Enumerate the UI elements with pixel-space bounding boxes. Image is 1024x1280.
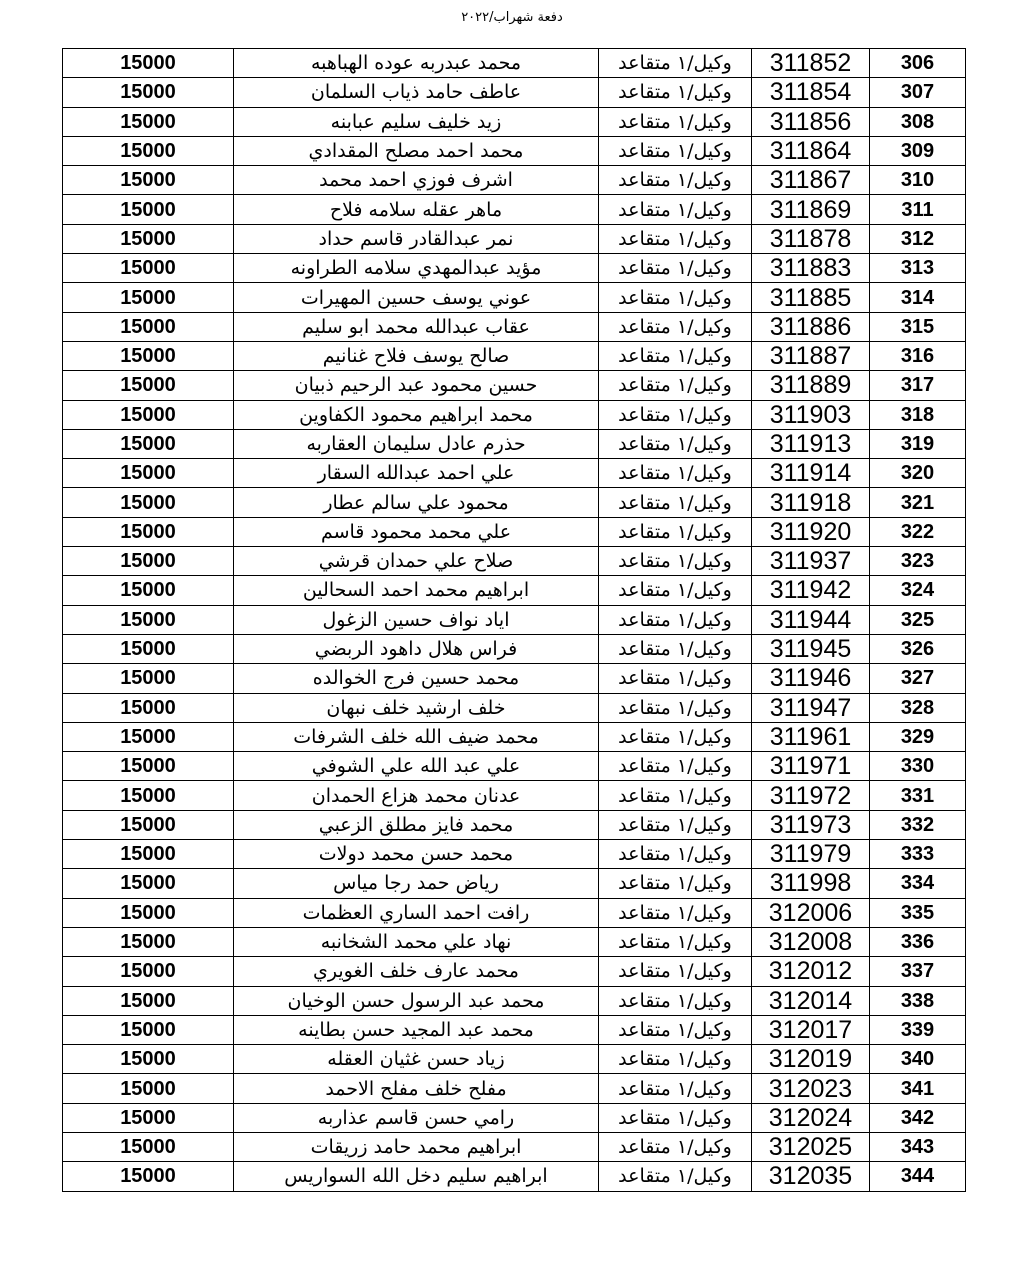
name-cell: محمد ضيف الله خلف الشرفات bbox=[234, 722, 599, 751]
amount-cell: 15000 bbox=[63, 517, 234, 546]
amount-cell: 15000 bbox=[63, 1045, 234, 1074]
amount-cell: 15000 bbox=[63, 752, 234, 781]
name-cell: محمود علي سالم عطار bbox=[234, 488, 599, 517]
name-cell: اياد نواف حسين الزغول bbox=[234, 605, 599, 634]
rank-cell: وكيل/١ متقاعد bbox=[599, 1015, 752, 1044]
table-row bbox=[63, 224, 966, 253]
table-row bbox=[63, 254, 966, 283]
military-id-cell: 311918 bbox=[752, 488, 870, 517]
military-id-cell: 312035 bbox=[752, 1162, 870, 1191]
sequence-number-cell: 335 bbox=[870, 898, 966, 927]
sequence-number-cell: 313 bbox=[870, 254, 966, 283]
military-id-cell: 311972 bbox=[752, 781, 870, 810]
name-cell: نهاد علي محمد الشخانبه bbox=[234, 927, 599, 956]
rank-cell: وكيل/١ متقاعد bbox=[599, 634, 752, 663]
amount-cell: 15000 bbox=[63, 1074, 234, 1103]
table-row bbox=[63, 1074, 966, 1103]
amount-cell: 15000 bbox=[63, 605, 234, 634]
rank-cell: وكيل/١ متقاعد bbox=[599, 840, 752, 869]
sequence-number-cell: 343 bbox=[870, 1132, 966, 1161]
table-row bbox=[63, 957, 966, 986]
military-id-cell: 311944 bbox=[752, 605, 870, 634]
military-id-cell: 312025 bbox=[752, 1132, 870, 1161]
name-cell: عوني يوسف حسين المهيرات bbox=[234, 283, 599, 312]
sequence-number-cell: 342 bbox=[870, 1103, 966, 1132]
table-row bbox=[63, 312, 966, 341]
table-row bbox=[63, 1103, 966, 1132]
rank-cell: وكيل/١ متقاعد bbox=[599, 136, 752, 165]
name-cell: مفلح خلف مفلح الاحمد bbox=[234, 1074, 599, 1103]
name-cell: مؤيد عبدالمهدي سلامه الطراونه bbox=[234, 254, 599, 283]
roster-table-body bbox=[63, 49, 966, 1192]
rank-cell: وكيل/١ متقاعد bbox=[599, 986, 752, 1015]
rank-cell: وكيل/١ متقاعد bbox=[599, 254, 752, 283]
military-id-cell: 311942 bbox=[752, 576, 870, 605]
table-row bbox=[63, 1045, 966, 1074]
table-row bbox=[63, 927, 966, 956]
sequence-number-cell: 319 bbox=[870, 429, 966, 458]
rank-cell: وكيل/١ متقاعد bbox=[599, 459, 752, 488]
sequence-number-cell: 336 bbox=[870, 927, 966, 956]
name-cell: محمد ابراهيم محمود الكفاوين bbox=[234, 400, 599, 429]
sequence-number-cell: 307 bbox=[870, 78, 966, 107]
rank-cell: وكيل/١ متقاعد bbox=[599, 49, 752, 78]
sequence-number-cell: 332 bbox=[870, 810, 966, 839]
rank-cell: وكيل/١ متقاعد bbox=[599, 547, 752, 576]
military-id-cell: 312019 bbox=[752, 1045, 870, 1074]
sequence-number-cell: 339 bbox=[870, 1015, 966, 1044]
table-row bbox=[63, 634, 966, 663]
table-row bbox=[63, 371, 966, 400]
rank-cell: وكيل/١ متقاعد bbox=[599, 722, 752, 751]
table-row bbox=[63, 283, 966, 312]
name-cell: زياد حسن غثيان العقله bbox=[234, 1045, 599, 1074]
amount-cell: 15000 bbox=[63, 283, 234, 312]
sequence-number-cell: 344 bbox=[870, 1162, 966, 1191]
table-row bbox=[63, 693, 966, 722]
table-row bbox=[63, 840, 966, 869]
amount-cell: 15000 bbox=[63, 459, 234, 488]
table-row bbox=[63, 136, 966, 165]
military-id-cell: 311945 bbox=[752, 634, 870, 663]
table-row bbox=[63, 49, 966, 78]
sequence-number-cell: 331 bbox=[870, 781, 966, 810]
military-id-cell: 312014 bbox=[752, 986, 870, 1015]
amount-cell: 15000 bbox=[63, 136, 234, 165]
rank-cell: وكيل/١ متقاعد bbox=[599, 781, 752, 810]
amount-cell: 15000 bbox=[63, 341, 234, 370]
rank-cell: وكيل/١ متقاعد bbox=[599, 1132, 752, 1161]
name-cell: زيد خليف سليم عبابنه bbox=[234, 107, 599, 136]
military-id-cell: 311920 bbox=[752, 517, 870, 546]
name-cell: محمد احمد مصلح المقدادي bbox=[234, 136, 599, 165]
name-cell: محمد عبد المجيد حسن بطاينه bbox=[234, 1015, 599, 1044]
sequence-number-cell: 312 bbox=[870, 224, 966, 253]
name-cell: محمد فايز مطلق الزعبي bbox=[234, 810, 599, 839]
name-cell: علي احمد عبدالله السقار bbox=[234, 459, 599, 488]
amount-cell: 15000 bbox=[63, 166, 234, 195]
rank-cell: وكيل/١ متقاعد bbox=[599, 195, 752, 224]
military-id-cell: 312006 bbox=[752, 898, 870, 927]
table-row bbox=[63, 722, 966, 751]
rank-cell: وكيل/١ متقاعد bbox=[599, 283, 752, 312]
rank-cell: وكيل/١ متقاعد bbox=[599, 107, 752, 136]
sequence-number-cell: 311 bbox=[870, 195, 966, 224]
amount-cell: 15000 bbox=[63, 898, 234, 927]
sequence-number-cell: 329 bbox=[870, 722, 966, 751]
military-id-cell: 311971 bbox=[752, 752, 870, 781]
sequence-number-cell: 318 bbox=[870, 400, 966, 429]
rank-cell: وكيل/١ متقاعد bbox=[599, 78, 752, 107]
amount-cell: 15000 bbox=[63, 693, 234, 722]
amount-cell: 15000 bbox=[63, 254, 234, 283]
table-row bbox=[63, 752, 966, 781]
table-row bbox=[63, 459, 966, 488]
name-cell: عدنان محمد هزاع الحمدان bbox=[234, 781, 599, 810]
military-id-cell: 311914 bbox=[752, 459, 870, 488]
table-row bbox=[63, 986, 966, 1015]
name-cell: رياض حمد رجا مياس bbox=[234, 869, 599, 898]
rank-cell: وكيل/١ متقاعد bbox=[599, 869, 752, 898]
table-row bbox=[63, 517, 966, 546]
sequence-number-cell: 322 bbox=[870, 517, 966, 546]
table-row bbox=[63, 107, 966, 136]
military-id-cell: 311913 bbox=[752, 429, 870, 458]
sequence-number-cell: 325 bbox=[870, 605, 966, 634]
amount-cell: 15000 bbox=[63, 840, 234, 869]
rank-cell: وكيل/١ متقاعد bbox=[599, 898, 752, 927]
name-cell: محمد حسين فرج الخوالده bbox=[234, 664, 599, 693]
rank-cell: وكيل/١ متقاعد bbox=[599, 605, 752, 634]
table-row bbox=[63, 195, 966, 224]
military-id-cell: 311883 bbox=[752, 254, 870, 283]
amount-cell: 15000 bbox=[63, 869, 234, 898]
amount-cell: 15000 bbox=[63, 927, 234, 956]
sequence-number-cell: 337 bbox=[870, 957, 966, 986]
military-id-cell: 312024 bbox=[752, 1103, 870, 1132]
roster-table bbox=[62, 48, 966, 1192]
military-id-cell: 311854 bbox=[752, 78, 870, 107]
military-id-cell: 312008 bbox=[752, 927, 870, 956]
table-row bbox=[63, 400, 966, 429]
amount-cell: 15000 bbox=[63, 1015, 234, 1044]
rank-cell: وكيل/١ متقاعد bbox=[599, 517, 752, 546]
roster-table-container bbox=[62, 48, 965, 1192]
sequence-number-cell: 327 bbox=[870, 664, 966, 693]
rank-cell: وكيل/١ متقاعد bbox=[599, 576, 752, 605]
sequence-number-cell: 320 bbox=[870, 459, 966, 488]
table-row bbox=[63, 429, 966, 458]
amount-cell: 15000 bbox=[63, 371, 234, 400]
name-cell: ماهر عقله سلامه فلاح bbox=[234, 195, 599, 224]
table-row bbox=[63, 1162, 966, 1191]
amount-cell: 15000 bbox=[63, 488, 234, 517]
rank-cell: وكيل/١ متقاعد bbox=[599, 1103, 752, 1132]
name-cell: محمد عبدربه عوده الهباهبه bbox=[234, 49, 599, 78]
amount-cell: 15000 bbox=[63, 547, 234, 576]
sequence-number-cell: 326 bbox=[870, 634, 966, 663]
amount-cell: 15000 bbox=[63, 1103, 234, 1132]
military-id-cell: 311885 bbox=[752, 283, 870, 312]
amount-cell: 15000 bbox=[63, 400, 234, 429]
military-id-cell: 311886 bbox=[752, 312, 870, 341]
rank-cell: وكيل/١ متقاعد bbox=[599, 312, 752, 341]
rank-cell: وكيل/١ متقاعد bbox=[599, 166, 752, 195]
table-row bbox=[63, 547, 966, 576]
military-id-cell: 311979 bbox=[752, 840, 870, 869]
military-id-cell: 311856 bbox=[752, 107, 870, 136]
name-cell: محمد حسن محمد دولات bbox=[234, 840, 599, 869]
rank-cell: وكيل/١ متقاعد bbox=[599, 371, 752, 400]
rank-cell: وكيل/١ متقاعد bbox=[599, 429, 752, 458]
sequence-number-cell: 324 bbox=[870, 576, 966, 605]
military-id-cell: 311998 bbox=[752, 869, 870, 898]
rank-cell: وكيل/١ متقاعد bbox=[599, 400, 752, 429]
rank-cell: وكيل/١ متقاعد bbox=[599, 810, 752, 839]
military-id-cell: 311887 bbox=[752, 341, 870, 370]
name-cell: صالح يوسف فلاح غنانيم bbox=[234, 341, 599, 370]
military-id-cell: 311852 bbox=[752, 49, 870, 78]
rank-cell: وكيل/١ متقاعد bbox=[599, 341, 752, 370]
rank-cell: وكيل/١ متقاعد bbox=[599, 957, 752, 986]
table-row bbox=[63, 898, 966, 927]
name-cell: فراس هلال داهود الربضي bbox=[234, 634, 599, 663]
sequence-number-cell: 341 bbox=[870, 1074, 966, 1103]
name-cell: نمر عبدالقادر قاسم حداد bbox=[234, 224, 599, 253]
sequence-number-cell: 333 bbox=[870, 840, 966, 869]
rank-cell: وكيل/١ متقاعد bbox=[599, 664, 752, 693]
sequence-number-cell: 309 bbox=[870, 136, 966, 165]
name-cell: عاطف حامد ذياب السلمان bbox=[234, 78, 599, 107]
amount-cell: 15000 bbox=[63, 49, 234, 78]
name-cell: خلف ارشيد خلف نبهان bbox=[234, 693, 599, 722]
name-cell: ابراهيم سليم دخل الله السواريس bbox=[234, 1162, 599, 1191]
military-id-cell: 311878 bbox=[752, 224, 870, 253]
sequence-number-cell: 338 bbox=[870, 986, 966, 1015]
table-row bbox=[63, 488, 966, 517]
rank-cell: وكيل/١ متقاعد bbox=[599, 1074, 752, 1103]
rank-cell: وكيل/١ متقاعد bbox=[599, 1162, 752, 1191]
name-cell: ابراهيم محمد حامد زريقات bbox=[234, 1132, 599, 1161]
name-cell: محمد عارف خلف الغويري bbox=[234, 957, 599, 986]
military-id-cell: 311864 bbox=[752, 136, 870, 165]
table-row bbox=[63, 869, 966, 898]
rank-cell: وكيل/١ متقاعد bbox=[599, 927, 752, 956]
amount-cell: 15000 bbox=[63, 429, 234, 458]
amount-cell: 15000 bbox=[63, 224, 234, 253]
amount-cell: 15000 bbox=[63, 107, 234, 136]
sequence-number-cell: 310 bbox=[870, 166, 966, 195]
sequence-number-cell: 308 bbox=[870, 107, 966, 136]
sequence-number-cell: 315 bbox=[870, 312, 966, 341]
rank-cell: وكيل/١ متقاعد bbox=[599, 693, 752, 722]
sequence-number-cell: 328 bbox=[870, 693, 966, 722]
name-cell: صلاح علي حمدان قرشي bbox=[234, 547, 599, 576]
table-row bbox=[63, 576, 966, 605]
amount-cell: 15000 bbox=[63, 1132, 234, 1161]
rank-cell: وكيل/١ متقاعد bbox=[599, 752, 752, 781]
military-id-cell: 311889 bbox=[752, 371, 870, 400]
rank-cell: وكيل/١ متقاعد bbox=[599, 224, 752, 253]
amount-cell: 15000 bbox=[63, 781, 234, 810]
military-id-cell: 311903 bbox=[752, 400, 870, 429]
name-cell: ابراهيم محمد احمد السحالين bbox=[234, 576, 599, 605]
sequence-number-cell: 306 bbox=[870, 49, 966, 78]
military-id-cell: 311869 bbox=[752, 195, 870, 224]
table-row bbox=[63, 1132, 966, 1161]
name-cell: رافت احمد الساري العظمات bbox=[234, 898, 599, 927]
name-cell: رامي حسن قاسم عذاربه bbox=[234, 1103, 599, 1132]
name-cell: محمد عبد الرسول حسن الوخيان bbox=[234, 986, 599, 1015]
sequence-number-cell: 340 bbox=[870, 1045, 966, 1074]
name-cell: عقاب عبدالله محمد ابو سليم bbox=[234, 312, 599, 341]
table-row bbox=[63, 605, 966, 634]
military-id-cell: 311867 bbox=[752, 166, 870, 195]
sequence-number-cell: 314 bbox=[870, 283, 966, 312]
table-row bbox=[63, 664, 966, 693]
military-id-cell: 312017 bbox=[752, 1015, 870, 1044]
rank-cell: وكيل/١ متقاعد bbox=[599, 1045, 752, 1074]
military-id-cell: 311961 bbox=[752, 722, 870, 751]
sequence-number-cell: 334 bbox=[870, 869, 966, 898]
sequence-number-cell: 316 bbox=[870, 341, 966, 370]
amount-cell: 15000 bbox=[63, 810, 234, 839]
amount-cell: 15000 bbox=[63, 664, 234, 693]
amount-cell: 15000 bbox=[63, 957, 234, 986]
table-row bbox=[63, 341, 966, 370]
military-id-cell: 311946 bbox=[752, 664, 870, 693]
sequence-number-cell: 321 bbox=[870, 488, 966, 517]
page-title: دفعة شهراب/٢٠٢٢ bbox=[461, 10, 563, 25]
sequence-number-cell: 317 bbox=[870, 371, 966, 400]
amount-cell: 15000 bbox=[63, 312, 234, 341]
amount-cell: 15000 bbox=[63, 576, 234, 605]
table-row bbox=[63, 781, 966, 810]
name-cell: علي عبد الله علي الشوفي bbox=[234, 752, 599, 781]
amount-cell: 15000 bbox=[63, 195, 234, 224]
amount-cell: 15000 bbox=[63, 722, 234, 751]
table-row bbox=[63, 810, 966, 839]
amount-cell: 15000 bbox=[63, 634, 234, 663]
military-id-cell: 311947 bbox=[752, 693, 870, 722]
table-row bbox=[63, 78, 966, 107]
military-id-cell: 311973 bbox=[752, 810, 870, 839]
military-id-cell: 311937 bbox=[752, 547, 870, 576]
rank-cell: وكيل/١ متقاعد bbox=[599, 488, 752, 517]
name-cell: علي محمد محمود قاسم bbox=[234, 517, 599, 546]
sequence-number-cell: 330 bbox=[870, 752, 966, 781]
table-row bbox=[63, 166, 966, 195]
military-id-cell: 312012 bbox=[752, 957, 870, 986]
name-cell: حسين محمود عبد الرحيم ذبيان bbox=[234, 371, 599, 400]
military-id-cell: 312023 bbox=[752, 1074, 870, 1103]
table-row bbox=[63, 1015, 966, 1044]
name-cell: حذرم عادل سليمان العقاربه bbox=[234, 429, 599, 458]
amount-cell: 15000 bbox=[63, 78, 234, 107]
sequence-number-cell: 323 bbox=[870, 547, 966, 576]
amount-cell: 15000 bbox=[63, 986, 234, 1015]
name-cell: اشرف فوزي احمد محمد bbox=[234, 166, 599, 195]
amount-cell: 15000 bbox=[63, 1162, 234, 1191]
